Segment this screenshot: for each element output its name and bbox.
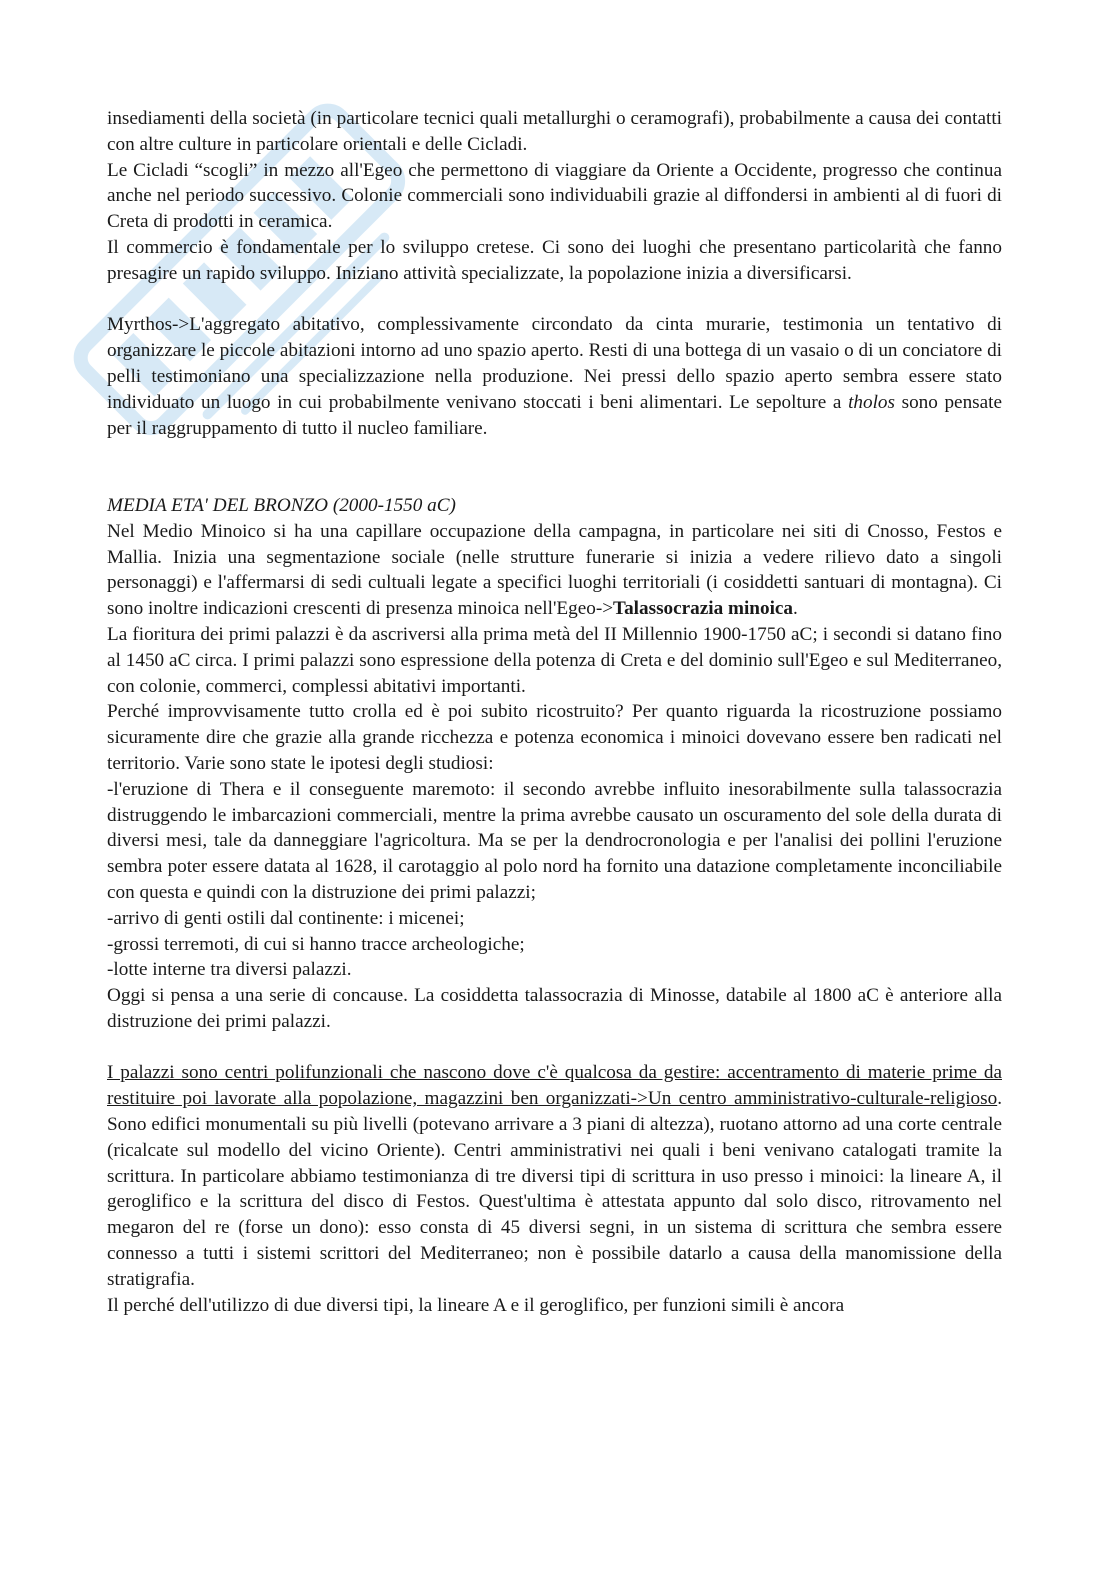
- blank-lines: [107, 441, 1002, 493]
- paragraph: Oggi si pensa a una serie di concause. La cosiddetta talassocrazia di Minosse, databile al 1800 aC è anteriore alla distruzione dei primi palazzi.: [107, 985, 1002, 1032]
- paragraph: Il perché dell'utilizzo di due diversi tipi, la lineare A e il geroglifico, per funzioni simili è ancora: [107, 1294, 845, 1316]
- paragraph: Le Cicladi “scogli” in mezzo all'Egeo che permettono di viaggiare da Oriente a Occidente, progresso che continua anche nel periodo successivo. Colonie commerciali sono individuabili grazie al diffondersi in ambienti al di fuori di Creta di prodotti in ceramica.: [107, 159, 1002, 233]
- text-run: . Sono edifici monumentali su più livelli (potevano arrivare a 3 piani di altezza), ruotano attorno ad una corte centrale (ricalcate sul modello del vicino Oriente). Centri amministrativi nei quali i beni venivano catalogati tramite la scrittura. In particolare abbiamo testimonianza di tre diversi tipi di scrittura in uso presso i minoici: la lineare A, il geroglifico e la scrittura del disco di Festos. Quest'ultima è attestata appunto dal solo disco, ritrovamento nel megaron del re (forse un dono): esso consta di 45 diversi segni, in un sistema di scrittura che sembra essere connesso a tutti i sistemi scrittori del Mediterraneo; non è possibile datarlo a causa della manomissione della stratigrafia.: [107, 1088, 1002, 1290]
- text-run: Myrthos->L'aggregato abitativo, complessivamente circondato da cinta murarie, testimonia un tentativo di organizzare le piccole abitazioni intorno ad uno spazio aperto. Resti di una bottega di un vasaio o di un conciatore di pelli testimoniano una specializzazione nella produzione. Nei pressi dello spazio aperto sembra essere stato individuato un luogo in cui probabilmente venivano stoccati i beni alimentari. Le sepolture a: [107, 314, 1002, 413]
- paragraph: Perché improvvisamente tutto crolla ed è poi subito ricostruito? Per quanto riguarda la ricostruzione possiamo sicuramente dire che grazie alla grande ricchezza e potenza economica i minoici dovevano essere ben radicati nel territorio. Varie sono state le ipotesi degli studiosi:: [107, 701, 1002, 774]
- text-run: sono pensate per il raggruppamento di tutto il nucleo familiare.: [107, 391, 1002, 439]
- text-run: .: [793, 598, 798, 620]
- bold-term: Talassocrazia minoica: [613, 598, 794, 620]
- underlined-text: I palazzi sono centri polifunzionali che nascono dove c'è qualcosa da gestire: accentramento di materie prime da restituire poi lavorate alla popolazione, magazzini ben organizzati->Un centro amministrativo-culturale-religioso: [107, 1062, 1002, 1110]
- text-run: Nel Medio Minoico si ha una capillare occupazione della campagna, in particolare nei siti di Cnosso, Festos e Mallia. Inizia una segmentazione sociale (nelle strutture funerarie si inizia a vedere rilievo dato a singoli personaggi) e l'affermarsi di sedi cultuali legate a specifici luoghi territoriali (i cosiddetti santuari di montagna). Ci sono inoltre indicazioni crescenti di presenza minoica nell'Egeo->: [107, 520, 1002, 620]
- blank-line: [107, 1035, 1002, 1061]
- list-item: -l'eruzione di Thera e il conseguente maremoto: il secondo avrebbe influito inesorabilmente sulla talassocrazia distruggendo le imbarcazioni commerciali, mentre la prima avrebbe causato un oscuramento del sole della durata di diversi mesi, tale da danneggiare l'agricoltura. Ma se per la dendrocronologia e per l'analisi dei pollini l'eruzione sembra poter essere datata al 1628, il carotaggio al polo nord ha fornito una datazione completamente inconciliabile con questa e quindi con la distruzione dei primi palazzi;: [107, 778, 1002, 903]
- paragraph-myrthos: [107, 312, 1002, 441]
- paragraph: La fioritura dei primi palazzi è da ascriversi alla prima metà del II Millennio 1900-1750 aC; i secondi si datano fino al 1450 aC circa. I primi palazzi sono espressione della potenza di Creta e del dominio sull'Egeo e sul Mediterraneo, con colonie, commerci, complessi abitativi importanti.: [107, 623, 1002, 697]
- paragraph: [107, 519, 1002, 622]
- list-item: -arrivo di genti ostili dal continente: i micenei;: [107, 907, 465, 929]
- list-item: -grossi terremoti, di cui si hanno tracce archeologiche;: [107, 933, 525, 955]
- section-heading: MEDIA ETA' DEL BRONZO (2000-1550 aC): [107, 494, 456, 516]
- italic-term: tholos: [848, 391, 895, 413]
- blank-line: [107, 287, 1002, 313]
- paragraph: insediamenti della società (in particolare tecnici quali metallurghi o ceramografi), probabilmente a causa dei contatti con altre culture in particolare orientali e delle Cicladi.: [107, 108, 1002, 155]
- paragraph: Il commercio è fondamentale per lo sviluppo cretese. Ci sono dei luoghi che presentano particolarità che fanno presagire un rapido sviluppo. Iniziano attività specializzate, la popolazione inizia a diversificarsi.: [107, 236, 1002, 284]
- document-page: [107, 106, 1002, 1318]
- list-item: -lotte interne tra diversi palazzi.: [107, 959, 352, 981]
- paragraph-palazzi: [107, 1060, 1002, 1292]
